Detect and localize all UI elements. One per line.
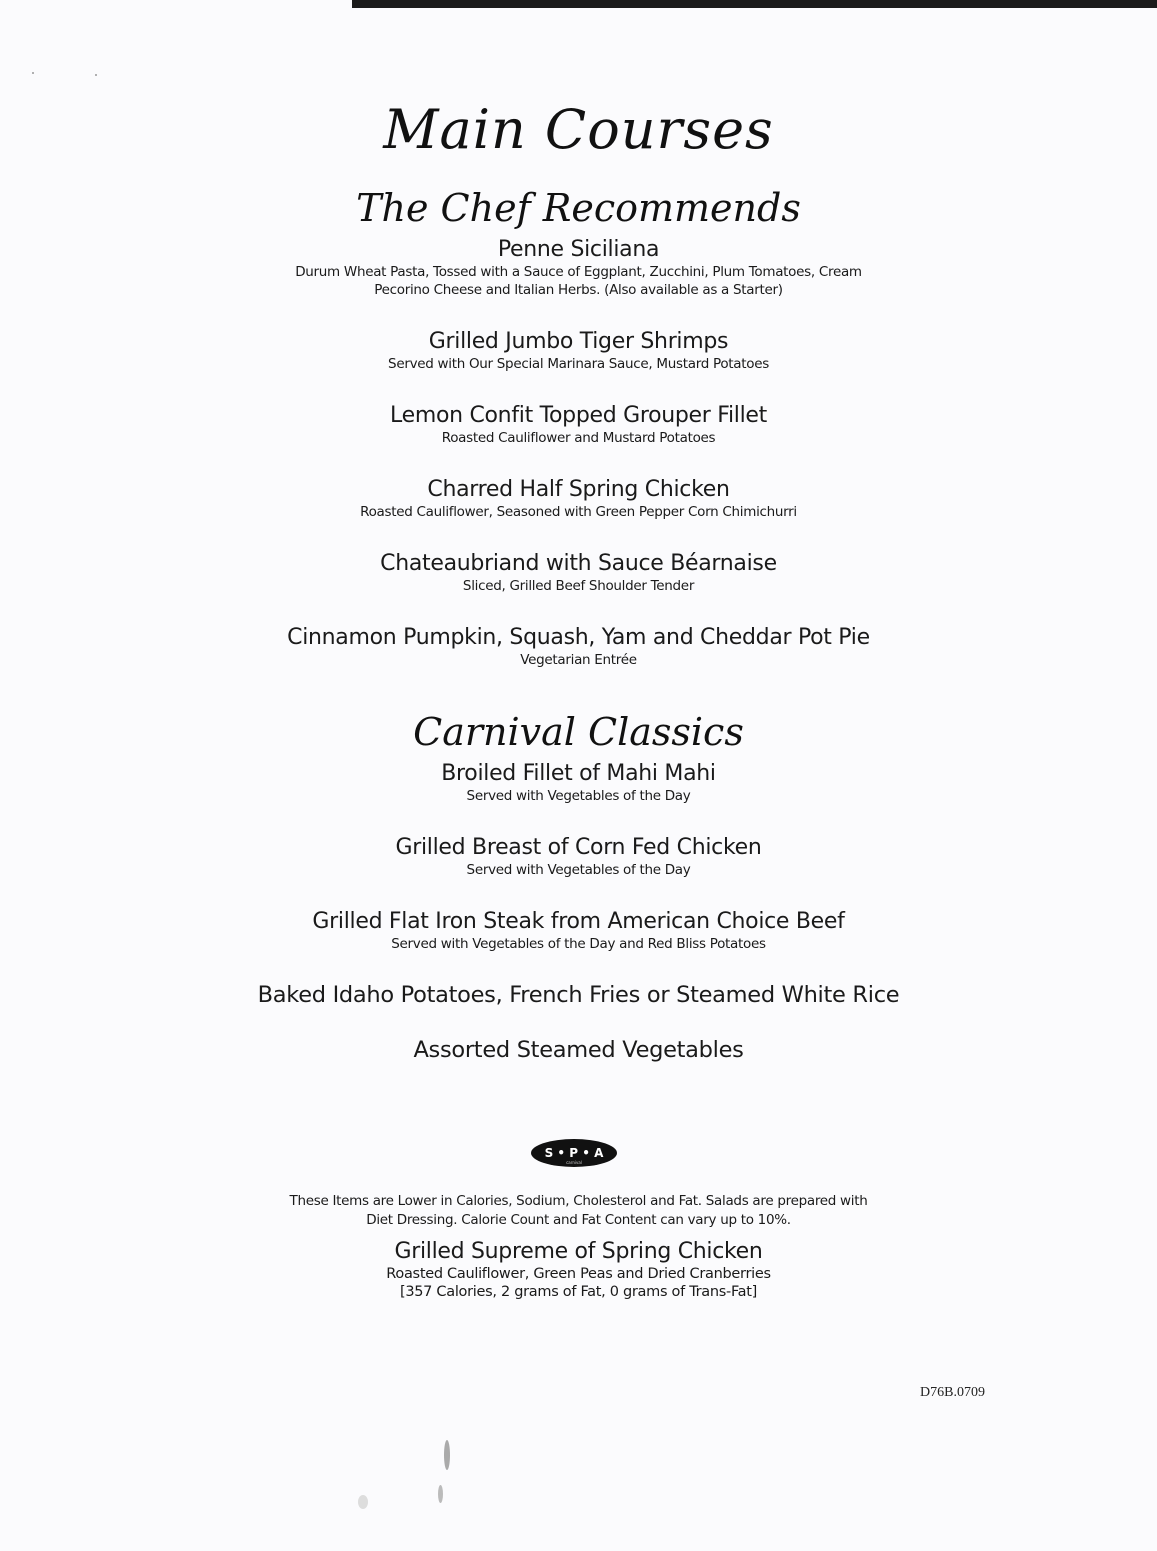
- menu-item-name: Lemon Confit Topped Grouper Fillet: [390, 403, 767, 428]
- menu-item-description: Sliced, Grilled Beef Shoulder Tender: [462, 578, 695, 594]
- menu-item-description: Roasted Cauliflower, Seasoned with Green Pepper Corn Chimichurri: [360, 504, 797, 520]
- menu-item-description: Served with Vegetables of the Day: [466, 788, 691, 804]
- menu-item-description: Vegetarian Entrée: [520, 652, 637, 668]
- spa-logo-text: S • P • A: [544, 1146, 604, 1160]
- menu-item-name: Grilled Supreme of Spring Chicken: [394, 1239, 763, 1264]
- menu-item: [0, 551, 1157, 595]
- scan-speck: [358, 1495, 368, 1509]
- menu-item-description: Durum Wheat Pasta, Tossed with a Sauce of Eggplant, Zucchini, Plum Tomatoes, Cream: [295, 264, 862, 280]
- menu-item-name: Cinnamon Pumpkin, Squash, Yam and Cheddar Pot Pie: [287, 625, 870, 650]
- menu-item-name: Penne Siciliana: [497, 237, 660, 262]
- menu-item-description: Roasted Cauliflower, Green Peas and Dried Cranberries: [386, 1266, 771, 1282]
- menu-item: [0, 329, 1157, 373]
- menu-item: [0, 477, 1157, 521]
- menu-item: [0, 909, 1157, 953]
- menu-item-description: Served with Vegetables of the Day: [466, 862, 691, 878]
- spa-logo-subtext: carnival: [566, 1160, 582, 1165]
- document-code: D76B.0709: [920, 1385, 985, 1400]
- spa-logo: [530, 1138, 618, 1168]
- menu-item-nutrition: [357 Calories, 2 grams of Fat, 0 grams of Trans-Fat]: [399, 1284, 758, 1300]
- menu-item: [0, 625, 1157, 669]
- menu-item-description: Pecorino Cheese and Italian Herbs. (Also available as a Starter): [374, 282, 783, 298]
- menu-item-description: Served with Vegetables of the Day and Red Bliss Potatoes: [391, 936, 766, 952]
- side-dish-line: Assorted Steamed Vegetables: [413, 1037, 744, 1063]
- menu-item-name: Charred Half Spring Chicken: [427, 477, 730, 502]
- side-dish-line: Baked Idaho Potatoes, French Fries or Steamed White Rice: [257, 982, 900, 1008]
- menu-item: [0, 835, 1157, 879]
- menu-item: [0, 761, 1157, 805]
- section-heading-carnival-classics: Carnival Classics: [413, 710, 744, 754]
- menu-item-description: Roasted Cauliflower and Mustard Potatoes: [441, 430, 716, 446]
- spa-note-line: Diet Dressing. Calorie Count and Fat Content can vary up to 10%.: [366, 1212, 791, 1228]
- menu-item-name: Broiled Fillet of Mahi Mahi: [441, 761, 716, 786]
- menu-item-name: Grilled Flat Iron Steak from American Choice Beef: [312, 909, 845, 934]
- spa-note-line: These Items are Lower in Calories, Sodium, Cholesterol and Fat. Salads are prepared with: [289, 1193, 868, 1209]
- menu-item-name: Grilled Breast of Corn Fed Chicken: [395, 835, 762, 860]
- menu-item-description: Served with Our Special Marinara Sauce, Mustard Potatoes: [388, 356, 769, 372]
- scan-speck: [95, 74, 97, 76]
- menu-item: [0, 403, 1157, 447]
- scan-speck: [32, 72, 34, 74]
- menu-item-name: Chateaubriand with Sauce Béarnaise: [380, 551, 777, 576]
- menu-item: [0, 237, 1157, 299]
- page-title: Main Courses: [383, 98, 774, 161]
- spa-menu-item: [0, 1239, 1157, 1301]
- scan-speck: [438, 1485, 443, 1503]
- scan-speck: [444, 1440, 450, 1470]
- section-heading-chef-recommends: The Chef Recommends: [356, 186, 801, 230]
- spa-note: [0, 1192, 1157, 1230]
- menu-item-name: Grilled Jumbo Tiger Shrimps: [428, 329, 729, 354]
- top-scan-edge: [352, 0, 1157, 8]
